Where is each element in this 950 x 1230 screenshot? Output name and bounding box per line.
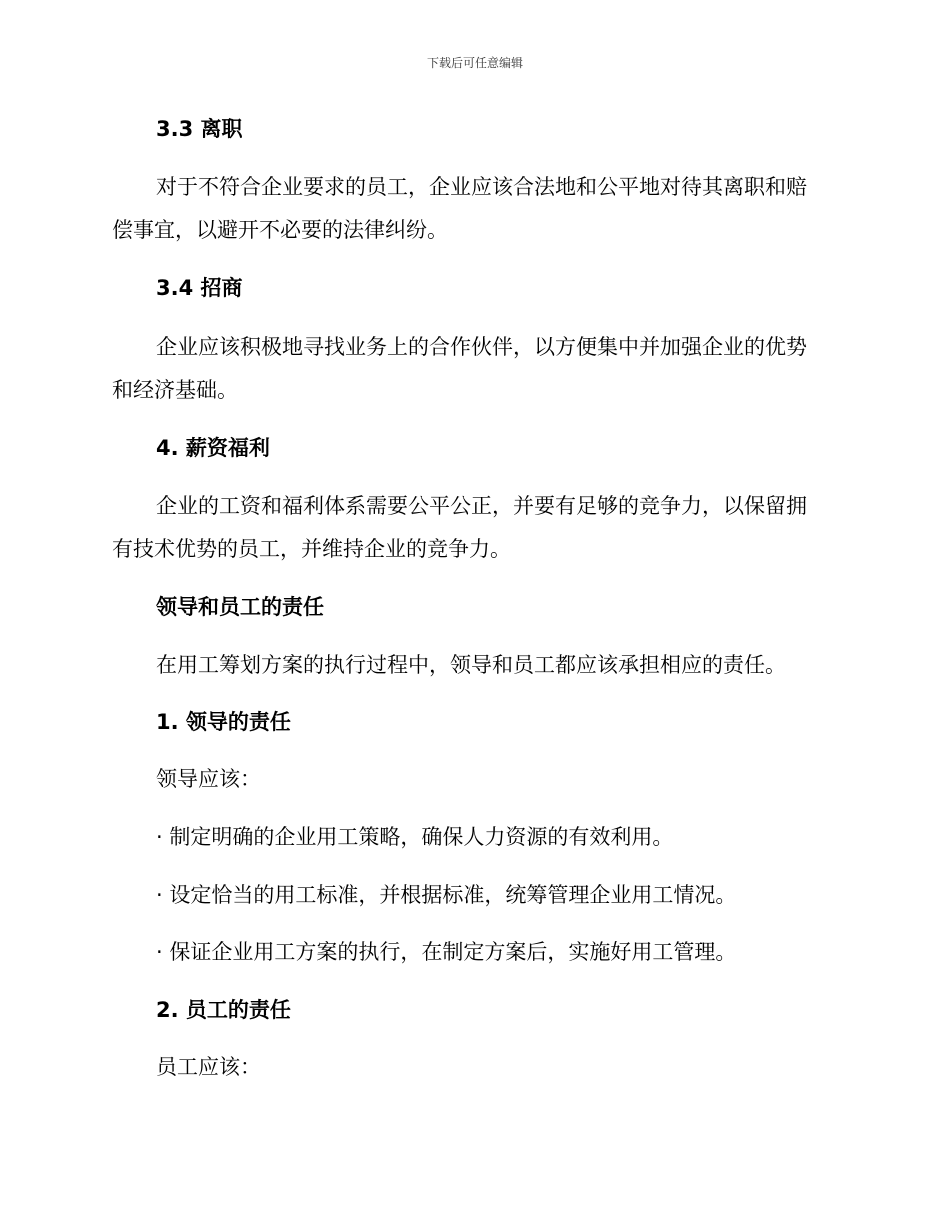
section-heading-4: 4. 薪资福利 (156, 436, 270, 460)
paragraph-responsibilities: 在用工筹划方案的执行过程中，领导和员工都应该承担相应的责任。 (156, 653, 786, 677)
leader-bullet-2: · 设定恰当的用工标准，并根据标准，统筹管理企业用工情况。 (156, 883, 737, 907)
paragraph-leader-intro: 领导应该： (156, 767, 261, 791)
paragraph-3-4-line-2: 和经济基础。 (112, 378, 238, 402)
paragraph-staff-intro: 员工应该： (156, 1055, 261, 1079)
paragraph-3-3-line-1: 对于不符合企业要求的员工，企业应该合法地和公平地对待其离职和赔 (156, 175, 807, 199)
section-heading-3-3: 3.3 离职 (156, 117, 243, 141)
section-heading-staff: 2. 员工的责任 (156, 998, 291, 1022)
paragraph-4-line-2: 有技术优势的员工，并维持企业的竞争力。 (112, 537, 511, 561)
header-note: 下载后可任意编辑 (426, 56, 523, 70)
paragraph-3-3-line-2: 偿事宜，以避开不必要的法律纠纷。 (112, 218, 448, 242)
paragraph-3-4-line-1: 企业应该积极地寻找业务上的合作伙伴，以方便集中并加强企业的优势 (156, 335, 807, 359)
section-heading-leader: 1. 领导的责任 (156, 710, 291, 734)
paragraph-4-line-1: 企业的工资和福利体系需要公平公正，并要有足够的竞争力，以保留拥 (156, 494, 807, 518)
section-heading-3-4: 3.4 招商 (156, 276, 243, 300)
leader-bullet-3: · 保证企业用工方案的执行，在制定方案后，实施好用工管理。 (156, 940, 737, 964)
leader-bullet-1: · 制定明确的企业用工策略，确保人力资源的有效利用。 (156, 825, 674, 849)
section-heading-responsibilities: 领导和员工的责任 (156, 595, 324, 619)
